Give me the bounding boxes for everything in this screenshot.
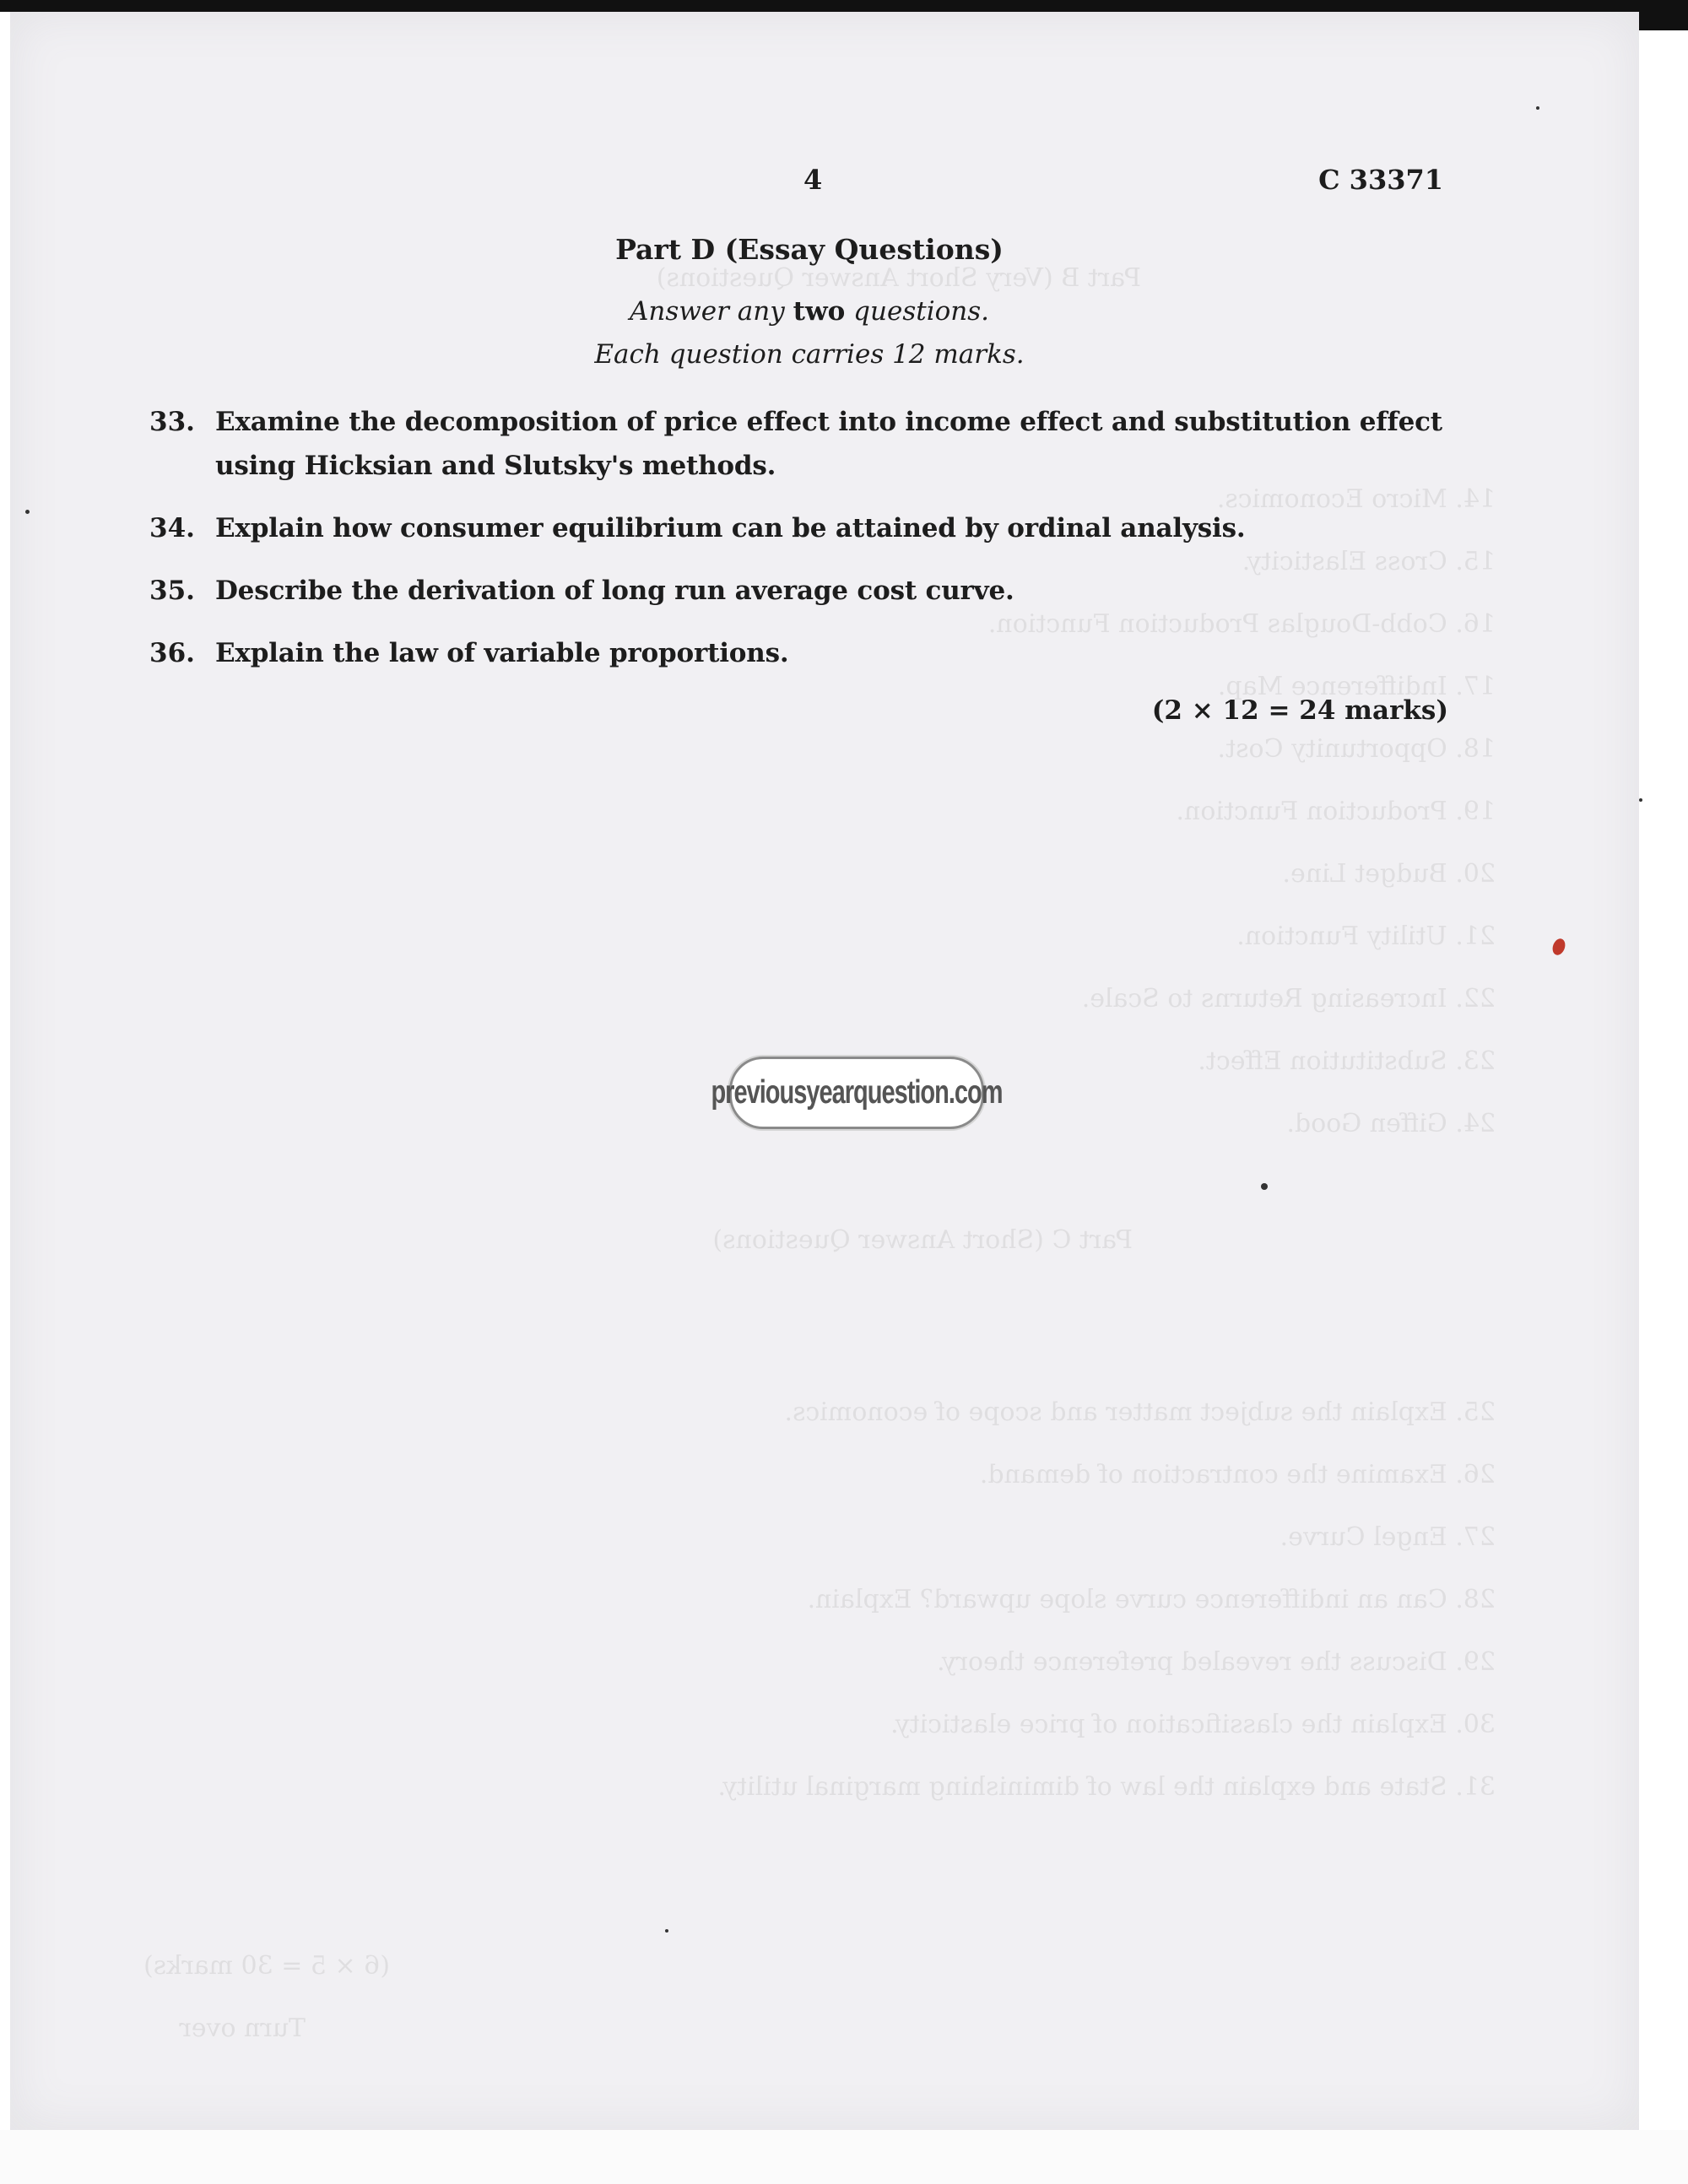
watermark-text: previousyearquestion.com [711,1073,1003,1111]
bleed-through-text: 26. Examine the contraction of demand. [979,1460,1496,1489]
bleed-through-text: 24. Giffen Good. [1286,1109,1496,1138]
bleed-through-text: Part B (Very Short Answer Questions) [656,263,1141,293]
watermark-badge [711,1057,1003,1129]
bleed-through-text: Part C (Short Answer Questions) [712,1225,1133,1255]
bleed-through-text: 22. Increasing Returns to Scale. [1081,984,1496,1014]
bleed-through-text: 31. State and explain the law of diminishing marginal utility. [717,1772,1496,1802]
bleed-through-text: 17. Indifference Map. [1217,672,1496,701]
answer-instruction [10,296,1609,327]
question-text: Describe the derivation of long run average cost curve. [215,576,1014,606]
question-33 [149,400,1517,488]
question-text: Explain the law of variable proportions. [215,638,789,668]
paper-code: C 33371 [1318,164,1443,196]
bleed-through-text: 20. Budget Line. [1282,859,1496,889]
ink-spot [1550,937,1567,957]
dust-speck [1639,798,1642,802]
bleed-through-text: 23. Substitution Effect. [1198,1046,1496,1076]
bleed-through-text: 28. Can an indifference curve slope upward? Explain. [807,1585,1496,1614]
bleed-through-text: 27. Engel Curve. [1280,1522,1496,1552]
question-number: 35. [149,576,195,606]
question-36 [149,631,1517,675]
dust-speck [25,510,30,514]
question-text: Explain how consumer equilibrium can be attained by ordinal analysis. [215,513,1246,543]
bleed-through-text: Turn over [179,2014,306,2043]
question-35 [149,569,1517,613]
bleed-through-text: 29. Discuss the revealed preference theory. [937,1647,1496,1677]
marks-instruction: Each question carries 12 marks. [594,339,1025,370]
bleed-through-text: 19. Production Function. [1176,797,1496,826]
instruction-prefix: Answer any [629,296,785,327]
bleed-through-text: 18. Opportunity Cost. [1217,734,1496,764]
page-number: 4 [803,164,823,196]
bleed-through-text: 15. Cross Elasticity. [1242,547,1496,576]
bleed-through-text: 14. Micro Economics. [1216,484,1496,514]
question-list [149,400,1517,694]
question-number: 36. [149,638,195,668]
scan-corner-shadow [1637,0,1688,30]
bleed-through-text: 30. Explain the classification of price elasticity. [890,1710,1496,1739]
scan-bottom-margin [0,2130,1688,2184]
marks-total: (2 × 12 = 24 marks) [1151,695,1448,726]
section-title: Part D (Essay Questions) [615,233,1004,266]
question-number: 34. [149,513,195,543]
bleed-through-text: 21. Utility Function. [1236,922,1496,951]
bleed-through-text: 25. Explain the subject matter and scope of economics. [784,1397,1496,1427]
bleed-through-text: 16. Cobb-Douglas Production Function. [987,609,1496,639]
instruction-count: two [793,296,846,327]
exam-page [10,12,1639,2130]
question-number: 33. [149,407,195,437]
dust-speck [665,1929,668,1933]
instruction-suffix: questions. [853,296,989,327]
scan-top-border [0,0,1688,12]
question-34 [149,506,1517,550]
dust-speck [1536,106,1539,110]
question-text: Examine the decomposition of price effect into income effect and substitution effect using Hicksian and Slutsky's methods. [215,407,1442,481]
bleed-through-text: (6 × 5 = 30 marks) [143,1951,390,1981]
dust-speck [1261,1183,1268,1190]
